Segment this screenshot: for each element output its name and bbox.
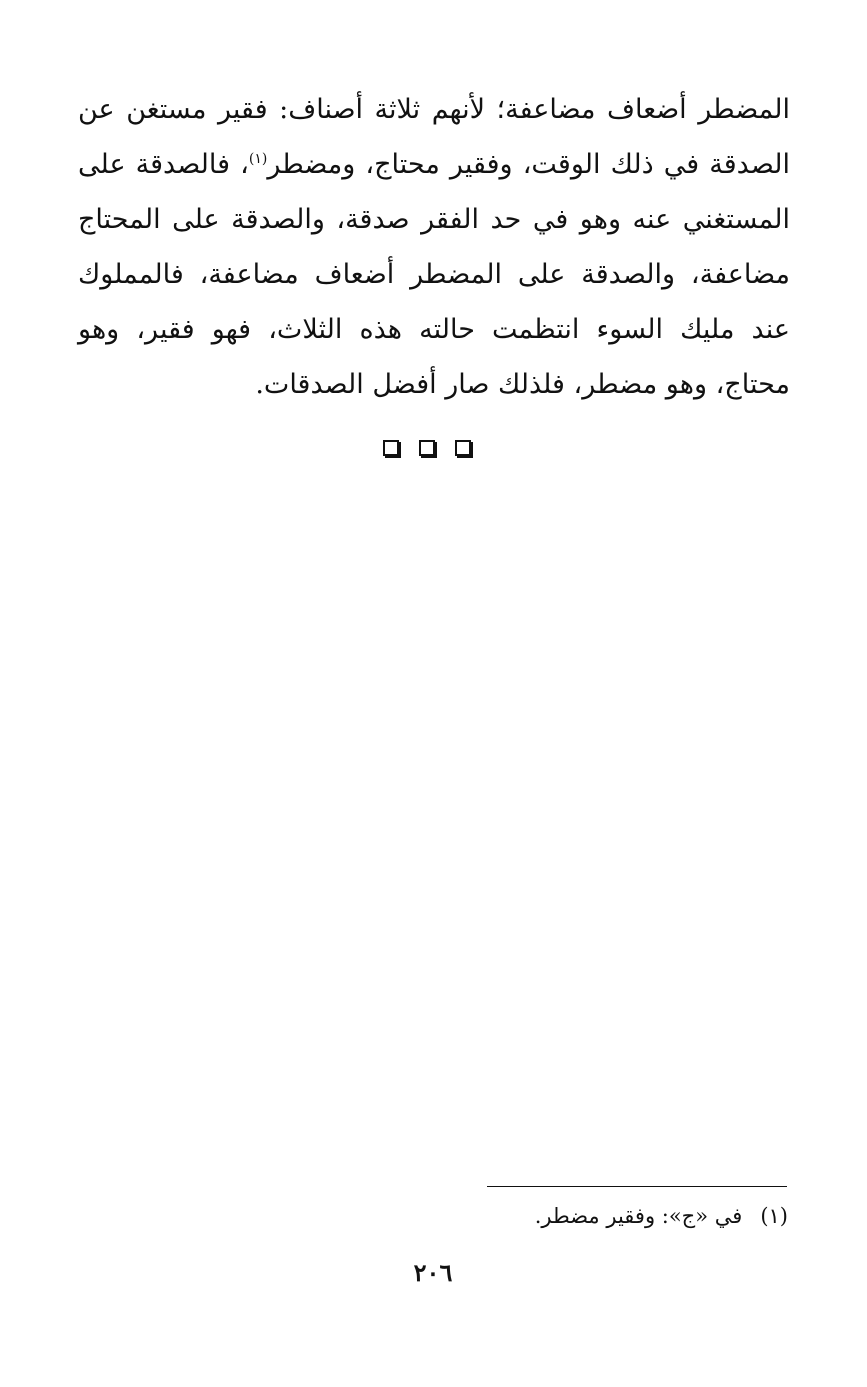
section-separator [383, 440, 471, 456]
footnote-reference-mark: (١) [248, 151, 268, 167]
page-number: ٢٠٦ [413, 1258, 453, 1287]
paragraph-text [78, 82, 790, 412]
paragraph-text-part1: المضطر أضعاف مضاعفة؛ لأنهم ثلاثة أصناف: فقير مستغن عن الصدقة في ذلك الوقت، وفقير محتاج، ومضطر [78, 94, 790, 180]
footnote-divider [487, 1186, 787, 1187]
separator-square-icon [455, 440, 471, 456]
main-paragraph [78, 82, 790, 412]
separator-square-icon [383, 440, 399, 456]
footnote-number: (١) [760, 1204, 788, 1228]
footnote [420, 1200, 788, 1232]
footnote-text: في «ج»: وفقير مضطر. [534, 1204, 743, 1228]
paragraph-text-part2: ، فالصدقة على المستغني عنه وهو في حد الفقر صدقة، والصدقة على المحتاج مضاعفة، والصدقة على المضطر أضعاف مضاعفة، فالمملوك عند مليك السوء انتظمت حالته هذه الثلاث، فهو فقير، وهو محتاج، وهو مضطر، فلذلك صار أفضل الصدقات. [78, 149, 790, 400]
separator-square-icon [419, 440, 435, 456]
